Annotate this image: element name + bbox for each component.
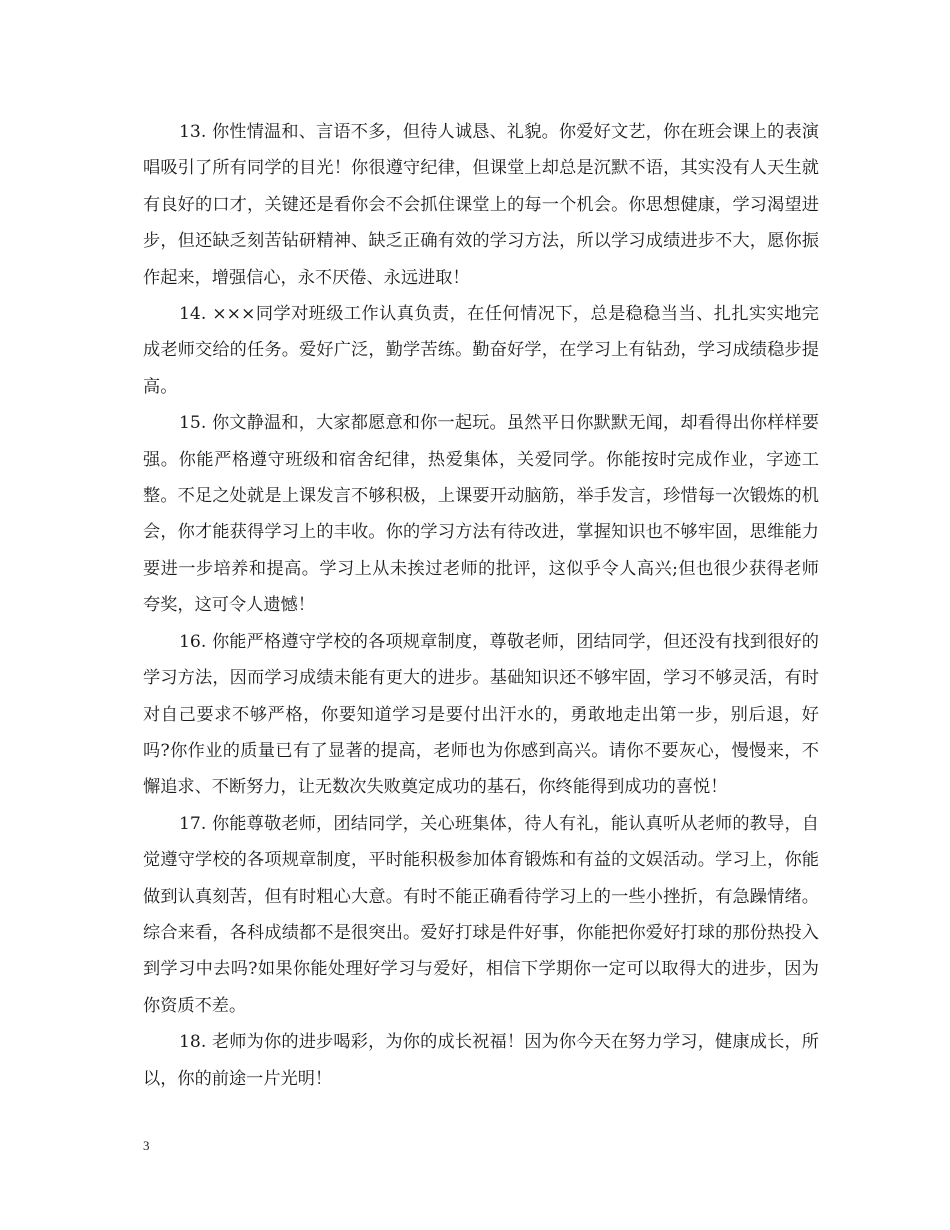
- comment-paragraph-15: 15. 你文静温和，大家都愿意和你一起玩。虽然平日你默默无闻，却看得出你样样要强。你能严格遵守班级和宿舍纪律，热爱集体，关爱同学。你能按时完成作业，字迹工整。不足之处就是上课发言不够积极，上课要开动脑筋，举手发言，珍惜每一次锻炼的机会，你才能获得学习上的丰收。你的学习方法有待改进，掌握知识也不够牢固，思维能力要进一步培养和提高。学习上从未挨过老师的批评，这似乎令人高兴;但也很少获得老师夸奖，这可令人遗憾！: [143, 413, 819, 616]
- comment-paragraph-13: 13. 你性情温和、言语不多，但待人诚恳、礼貌。你爱好文艺，你在班会课上的表演唱吸引了所有同学的目光！你很遵守纪律，但课堂上却总是沉默不语，其实没有人天生就有良好的口才，关键还是看你会不会抓住课堂上的每一个机会。你思想健康，学习渴望进步，但还缺乏刻苦钻研精神、缺乏正确有效的学习方法，所以学习成绩进步不大，愿你振作起来，增强信心，永不厌倦、永远进取！: [143, 122, 819, 288]
- document-body: [143, 114, 819, 1097]
- comment-paragraph-18: 18. 老师为你的进步喝彩，为你的成长祝福！因为你今天在努力学习，健康成长，所以，你的前途一片光明！: [143, 1032, 819, 1089]
- comment-paragraph-16: 16. 你能严格遵守学校的各项规章制度，尊敬老师，团结同学，但还没有找到很好的学习方法，因而学习成绩未能有更大的进步。基础知识还不够牢固，学习不够灵活，有时对自己要求不够严格，你要知道学习是要付出汗水的，勇敢地走出第一步，别后退，好吗?你作业的质量已有了显著的提高，老师也为你感到高兴。请你不要灰心，慢慢来，不懈追求、不断努力，让无数次失败奠定成功的基石，你终能得到成功的喜悦！: [143, 631, 819, 798]
- comment-paragraph-14: 14. ×××同学对班级工作认真负责，在任何情况下，总是稳稳当当、扎扎实实地完成老师交给的任务。爱好广泛，勤学苦练。勤奋好学，在学习上有钻劲，学习成绩稳步提高。: [143, 304, 819, 397]
- comment-paragraph-17: 17. 你能尊敬老师，团结同学，关心班集体，待人有礼，能认真听从老师的教导，自觉遵守学校的各项规章制度，平时能积极参加体育锻炼和有益的文娱活动。学习上，你能做到认真刻苦，但有时粗心大意。有时不能正确看待学习上的一些小挫折，有急躁情绪。综合来看，各科成绩都不是很突出。爱好打球是件好事，你能把你爱好打球的那份热投入到学习中去吗?如果你能处理好学习与爱好，相信下学期你一定可以取得大的进步，因为你资质不差。: [143, 813, 819, 1016]
- page-number: 3: [143, 1138, 150, 1153]
